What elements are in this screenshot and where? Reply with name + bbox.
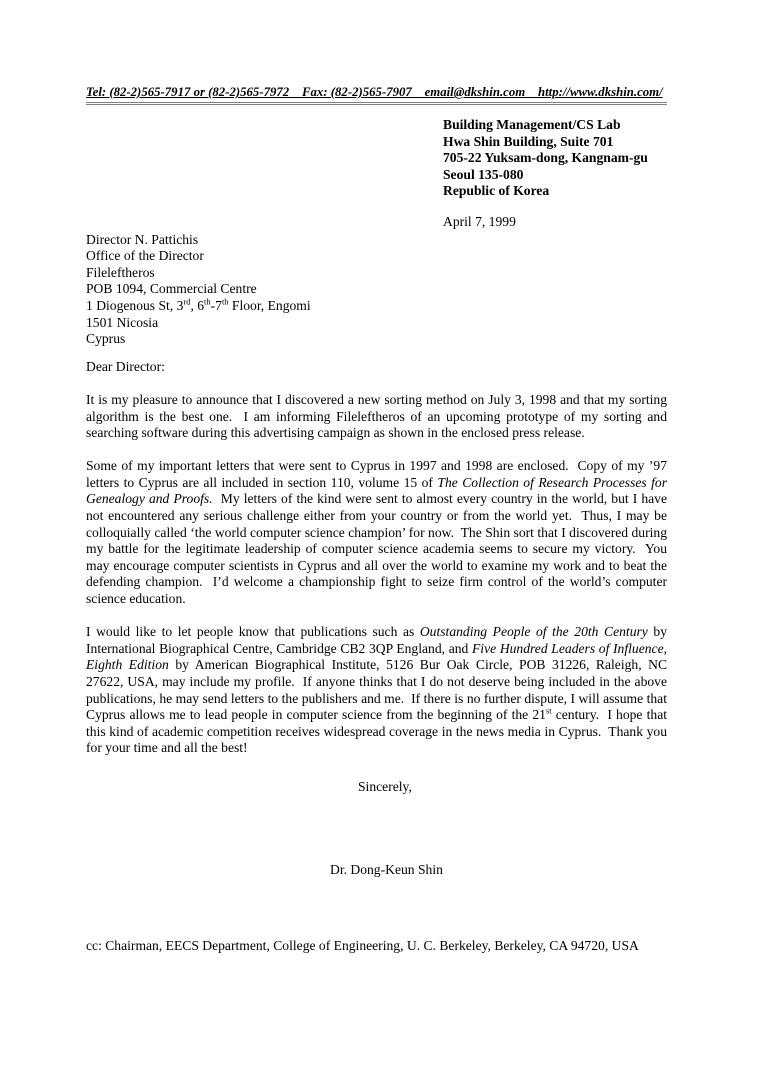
cc-line: cc: Chairman, EECS Department, College of Engineering, U. C. Berkeley, Berkeley, CA 94720, USA (86, 938, 639, 954)
recipient-address-line: 1 Diogenous St, 3rd, 6th-7th Floor, Engomi (86, 296, 311, 313)
signature-name: Dr. Dong-Keun Shin (330, 861, 443, 877)
recipient-address-line: Cyprus (86, 331, 126, 347)
recipient-address-block (86, 232, 667, 348)
recipient-address-line: Fileleftheros (86, 264, 155, 280)
recipient-address-line: POB 1094, Commercial Centre (86, 281, 257, 297)
recipient-address-line: Director N. Pattichis (86, 231, 199, 247)
recipient-address-line: 1501 Nicosia (86, 314, 159, 330)
body-paragraph-1: It is my pleasure to announce that I discovered a new sorting method on July 3, 1998 and that my sorting algorithm is the best one. I am informing Fileleftheros of an upcoming prototype of my sorting and searching software during this advertising campaign as shown in the enclosed press release. (86, 391, 667, 441)
body-paragraph-2: Some of my important letters that were sent to Cyprus in 1997 and 1998 are enclosed. Copy of my ’97 letters to Cyprus are all included in section 110, volume 15 of The Collection of Research Processes for Genealogy and Proofs. My letters of the kind were sent to almost every country in the world, but I have not encountered any serious challenge either from your country or from the world yet. Thus, I may be colloquially called ‘the world computer science champion’ for now. The Shin sort that I discovered during my battle for the legitimate leadership of computer science academia seems to secure my victory. You may encourage computer scientists in Cyprus and all over the world to examine my work and to beat the defending champion. I’d welcome a championship fight to seize firm control of the world’s computer science education. (86, 458, 668, 607)
recipient-address-line: Office of the Director (86, 248, 204, 264)
sender-address-block (443, 117, 667, 200)
sender-address-line: Building Management/CS Lab (443, 117, 621, 132)
body-paragraph-3: I would like to let people know that publications such as Outstanding People of the 20th Century by International Biographical Centre, Cambridge CB2 3QP England, and Five Hundred Leaders of Influence, Eighth Edition by American Biographical Institute, 5126 Bur Oak Circle, POB 31226, Raleigh, NC 27622, USA, may include my profile. If anyone thinks that I do not deserve being included in the above publications, he may send letters to the publishers and me. If there is no further dispute, I will assume that Cyprus allows me to lead people in computer science from the beginning of the 21st century. I hope that this kind of academic competition receives widespread coverage in the news media in Cyprus. Thank you for your time and all the best! (86, 624, 668, 756)
letterhead-rule (86, 85, 667, 105)
sender-address-line: Republic of Korea (443, 183, 550, 199)
salutation: Dear Director: (86, 358, 165, 374)
letterhead-contact-info: Tel: (82-2)565-7917 or (82-2)565-7972 Fax: (82-2)565-7907 email@dkshin.com http://www.dkshin.com/ (86, 85, 663, 99)
date-line: April 7, 1999 (443, 213, 516, 229)
closing-sincerely: Sincerely, (358, 778, 412, 794)
sender-address-line: Hwa Shin Building, Suite 701 (443, 133, 614, 149)
sender-address-line: 705-22 Yuksam-dong, Kangnam-gu (443, 150, 648, 166)
sender-address-line: Seoul 135-080 (443, 166, 524, 182)
